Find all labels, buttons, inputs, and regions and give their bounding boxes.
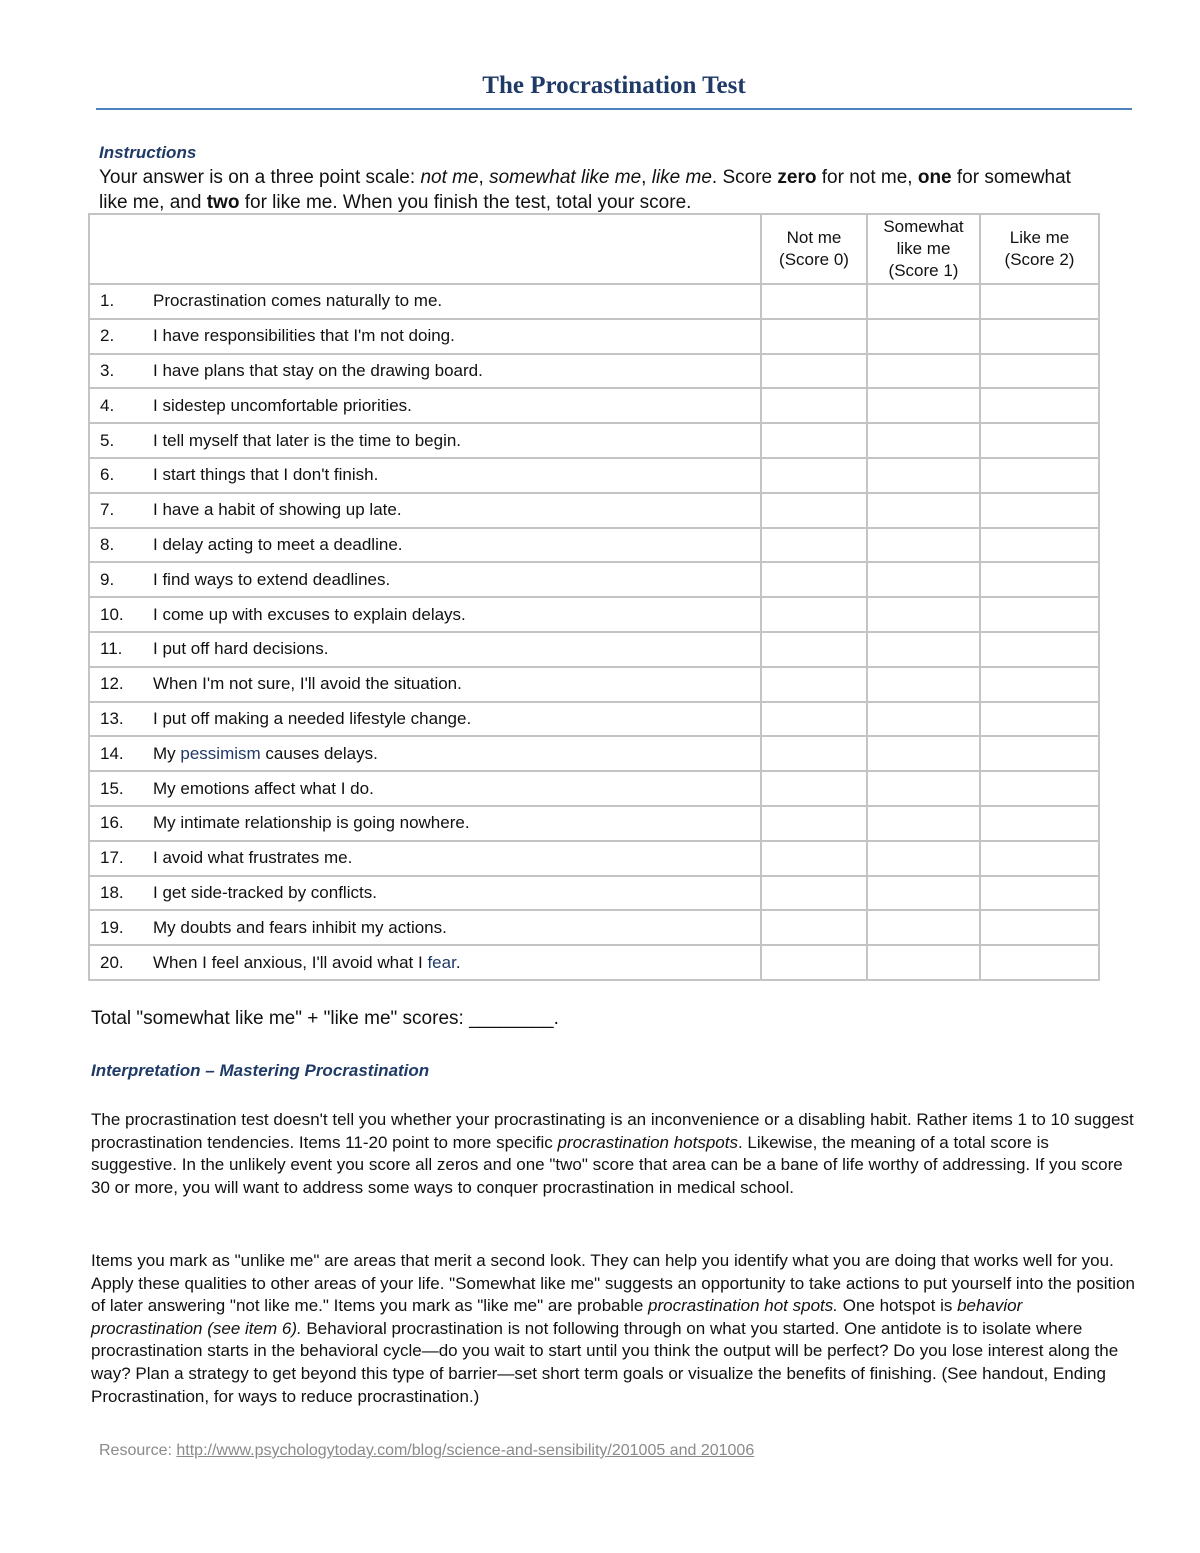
- page-title: The Procrastination Test: [482, 72, 746, 99]
- table-row: [89, 736, 1099, 771]
- table-row: [89, 806, 1099, 841]
- score-0-cell[interactable]: [761, 876, 867, 911]
- score-1-cell[interactable]: [867, 458, 980, 493]
- item-number: 3.: [89, 354, 153, 389]
- interpretation-paragraph-1: The procrastination test doesn't tell you whether your procrastinating is an inconvenience or a disabling habit. Rather items 1 to 10 suggest procrastination tendencies. Items 11-20 point to more specific procrastination hotspots. Likewise, the meaning of a total score is suggestive. In the unlikely event you score all zeros and one "two" score that area can be a bane of life worthy of addressing. If you score 30 or more, you will want to address some ways to conquer procrastination in medical school.: [91, 1110, 1134, 1197]
- score-0-cell[interactable]: [761, 423, 867, 458]
- score-2-cell[interactable]: [980, 806, 1099, 841]
- score-1-cell[interactable]: [867, 806, 980, 841]
- score-0-cell[interactable]: [761, 910, 867, 945]
- item-statement: I have plans that stay on the drawing board.: [153, 354, 761, 389]
- item-number: 5.: [89, 423, 153, 458]
- table-row: [89, 354, 1099, 389]
- score-2-cell[interactable]: [980, 284, 1099, 319]
- score-2-cell[interactable]: [980, 841, 1099, 876]
- item-statement: I delay acting to meet a deadline.: [153, 528, 761, 563]
- score-1-cell[interactable]: [867, 597, 980, 632]
- table-row: [89, 458, 1099, 493]
- score-1-cell[interactable]: [867, 702, 980, 737]
- score-1-cell[interactable]: [867, 841, 980, 876]
- table-row: [89, 667, 1099, 702]
- item-number: 12.: [89, 667, 153, 702]
- score-1-cell[interactable]: [867, 736, 980, 771]
- item-statement: I get side-tracked by conflicts.: [153, 876, 761, 911]
- score-0-cell[interactable]: [761, 736, 867, 771]
- table-row: [89, 528, 1099, 563]
- score-2-cell[interactable]: [980, 771, 1099, 806]
- procrastination-table: [88, 213, 1100, 981]
- item-statement: I tell myself that later is the time to begin.: [153, 423, 761, 458]
- item-number: 11.: [89, 632, 153, 667]
- table-row: [89, 632, 1099, 667]
- item-statement: When I'm not sure, I'll avoid the situation.: [153, 667, 761, 702]
- resource-line: Resource: http://www.psychologytoday.com/blog/science-and-sensibility/201005 and 201006: [99, 1442, 755, 1459]
- header-like-me: Like me (Score 2): [980, 214, 1099, 284]
- score-0-cell[interactable]: [761, 388, 867, 423]
- score-2-cell[interactable]: [980, 528, 1099, 563]
- table-row: [89, 702, 1099, 737]
- item-number: 8.: [89, 528, 153, 563]
- table-row: [89, 423, 1099, 458]
- item-number: 13.: [89, 702, 153, 737]
- score-1-cell[interactable]: [867, 354, 980, 389]
- score-1-cell[interactable]: [867, 493, 980, 528]
- table-row: [89, 945, 1099, 980]
- item-number: 9.: [89, 562, 153, 597]
- header-not-me: Not me (Score 0): [761, 214, 867, 284]
- table-row: [89, 876, 1099, 911]
- item-number: 15.: [89, 771, 153, 806]
- item-statement: I sidestep uncomfortable priorities.: [153, 388, 761, 423]
- title-divider: [96, 108, 1132, 110]
- score-1-cell[interactable]: [867, 388, 980, 423]
- score-0-cell[interactable]: [761, 354, 867, 389]
- item-statement: My intimate relationship is going nowhere.: [153, 806, 761, 841]
- score-1-cell[interactable]: [867, 423, 980, 458]
- score-1-cell[interactable]: [867, 284, 980, 319]
- table-row: [89, 284, 1099, 319]
- score-0-cell[interactable]: [761, 945, 867, 980]
- item-number: 2.: [89, 319, 153, 354]
- item-statement: When I feel anxious, I'll avoid what I fear.: [153, 945, 761, 980]
- score-2-cell[interactable]: [980, 945, 1099, 980]
- score-0-cell[interactable]: [761, 632, 867, 667]
- item-number: 16.: [89, 806, 153, 841]
- score-1-cell[interactable]: [867, 528, 980, 563]
- table-row: [89, 562, 1099, 597]
- score-0-cell[interactable]: [761, 458, 867, 493]
- interpretation-heading: Interpretation – Mastering Procrastination: [91, 1061, 430, 1080]
- item-number: 19.: [89, 910, 153, 945]
- item-statement: My emotions affect what I do.: [153, 771, 761, 806]
- score-0-cell[interactable]: [761, 284, 867, 319]
- item-statement: My pessimism causes delays.: [153, 736, 761, 771]
- item-statement: I avoid what frustrates me.: [153, 841, 761, 876]
- item-number: 17.: [89, 841, 153, 876]
- score-0-cell[interactable]: [761, 771, 867, 806]
- table-row: [89, 388, 1099, 423]
- statement-link[interactable]: pessimism: [180, 743, 261, 763]
- score-1-cell[interactable]: [867, 945, 980, 980]
- item-statement: I put off hard decisions.: [153, 632, 761, 667]
- score-2-cell[interactable]: [980, 562, 1099, 597]
- item-number: 6.: [89, 458, 153, 493]
- table-row: [89, 841, 1099, 876]
- score-0-cell[interactable]: [761, 562, 867, 597]
- score-2-cell[interactable]: [980, 667, 1099, 702]
- item-number: 18.: [89, 876, 153, 911]
- item-statement: I start things that I don't finish.: [153, 458, 761, 493]
- score-2-cell[interactable]: [980, 354, 1099, 389]
- resource-link[interactable]: http://www.psychologytoday.com/blog/science-and-sensibility/201005 and 201006: [176, 1442, 755, 1459]
- score-0-cell[interactable]: [761, 597, 867, 632]
- item-statement: I have a habit of showing up late.: [153, 493, 761, 528]
- table-row: [89, 910, 1099, 945]
- item-number: 1.: [89, 284, 153, 319]
- score-2-cell[interactable]: [980, 632, 1099, 667]
- table-row: [89, 597, 1099, 632]
- interpretation-paragraph-2: Items you mark as "unlike me" are areas that merit a second look. They can help you identify what you are doing that works well for you. Apply these qualities to other areas of your life. "Somewhat like me" suggests an opportunity to take actions to put yourself into the position of later answering "not like me." Items you mark as "like me" are probable procrastination hot spots. One hotspot is behavior procrastination (see item 6). Behavioral procrastination is not following through on what you started. One antidote is to isolate where procrastination starts in the behavioral cycle—do you wait to start until you think the output will be perfect? Do you lose interest along the way? Plan a strategy to get beyond this type of barrier—set short term goals or visualize the benefits of finishing. (See handout, Ending Procrastination, for ways to reduce procrastination.): [91, 1251, 1135, 1406]
- instructions-text: Your answer is on a three point scale: not me, somewhat like me, like me. Score zero for not me, one for somewhat like me, and two for like me. When you finish the test, total your score.: [99, 167, 1071, 213]
- score-2-cell[interactable]: [980, 458, 1099, 493]
- item-statement: I find ways to extend deadlines.: [153, 562, 761, 597]
- score-2-cell[interactable]: [980, 876, 1099, 911]
- score-1-cell[interactable]: [867, 632, 980, 667]
- score-1-cell[interactable]: [867, 562, 980, 597]
- score-0-cell[interactable]: [761, 493, 867, 528]
- score-1-cell[interactable]: [867, 667, 980, 702]
- item-statement: I put off making a needed lifestyle change.: [153, 702, 761, 737]
- score-2-cell[interactable]: [980, 319, 1099, 354]
- score-0-cell[interactable]: [761, 702, 867, 737]
- item-number: 10.: [89, 597, 153, 632]
- table-row: [89, 319, 1099, 354]
- table-row: [89, 493, 1099, 528]
- item-number: 20.: [89, 945, 153, 980]
- item-number: 14.: [89, 736, 153, 771]
- score-0-cell[interactable]: [761, 667, 867, 702]
- item-number: 4.: [89, 388, 153, 423]
- item-number: 7.: [89, 493, 153, 528]
- score-2-cell[interactable]: [980, 736, 1099, 771]
- table-row: [89, 771, 1099, 806]
- header-somewhat-like-me: Somewhat like me (Score 1): [867, 214, 980, 284]
- score-1-cell[interactable]: [867, 319, 980, 354]
- score-2-cell[interactable]: [980, 493, 1099, 528]
- item-statement: Procrastination comes naturally to me.: [153, 284, 761, 319]
- score-0-cell[interactable]: [761, 319, 867, 354]
- score-2-cell[interactable]: [980, 702, 1099, 737]
- score-1-cell[interactable]: [867, 910, 980, 945]
- instructions-heading: Instructions: [99, 143, 197, 162]
- score-0-cell[interactable]: [761, 806, 867, 841]
- score-1-cell[interactable]: [867, 771, 980, 806]
- score-0-cell[interactable]: [761, 528, 867, 563]
- statement-link[interactable]: fear: [427, 952, 456, 972]
- total-score-line: Total "somewhat like me" + "like me" scores: ________.: [91, 1008, 559, 1029]
- header-blank-cell: [89, 214, 761, 284]
- score-2-cell[interactable]: [980, 388, 1099, 423]
- score-1-cell[interactable]: [867, 876, 980, 911]
- score-0-cell[interactable]: [761, 841, 867, 876]
- score-2-cell[interactable]: [980, 423, 1099, 458]
- score-2-cell[interactable]: [980, 910, 1099, 945]
- item-statement: My doubts and fears inhibit my actions.: [153, 910, 761, 945]
- score-2-cell[interactable]: [980, 597, 1099, 632]
- item-statement: I have responsibilities that I'm not doing.: [153, 319, 761, 354]
- table-header-row: [89, 214, 1099, 284]
- item-statement: I come up with excuses to explain delays.: [153, 597, 761, 632]
